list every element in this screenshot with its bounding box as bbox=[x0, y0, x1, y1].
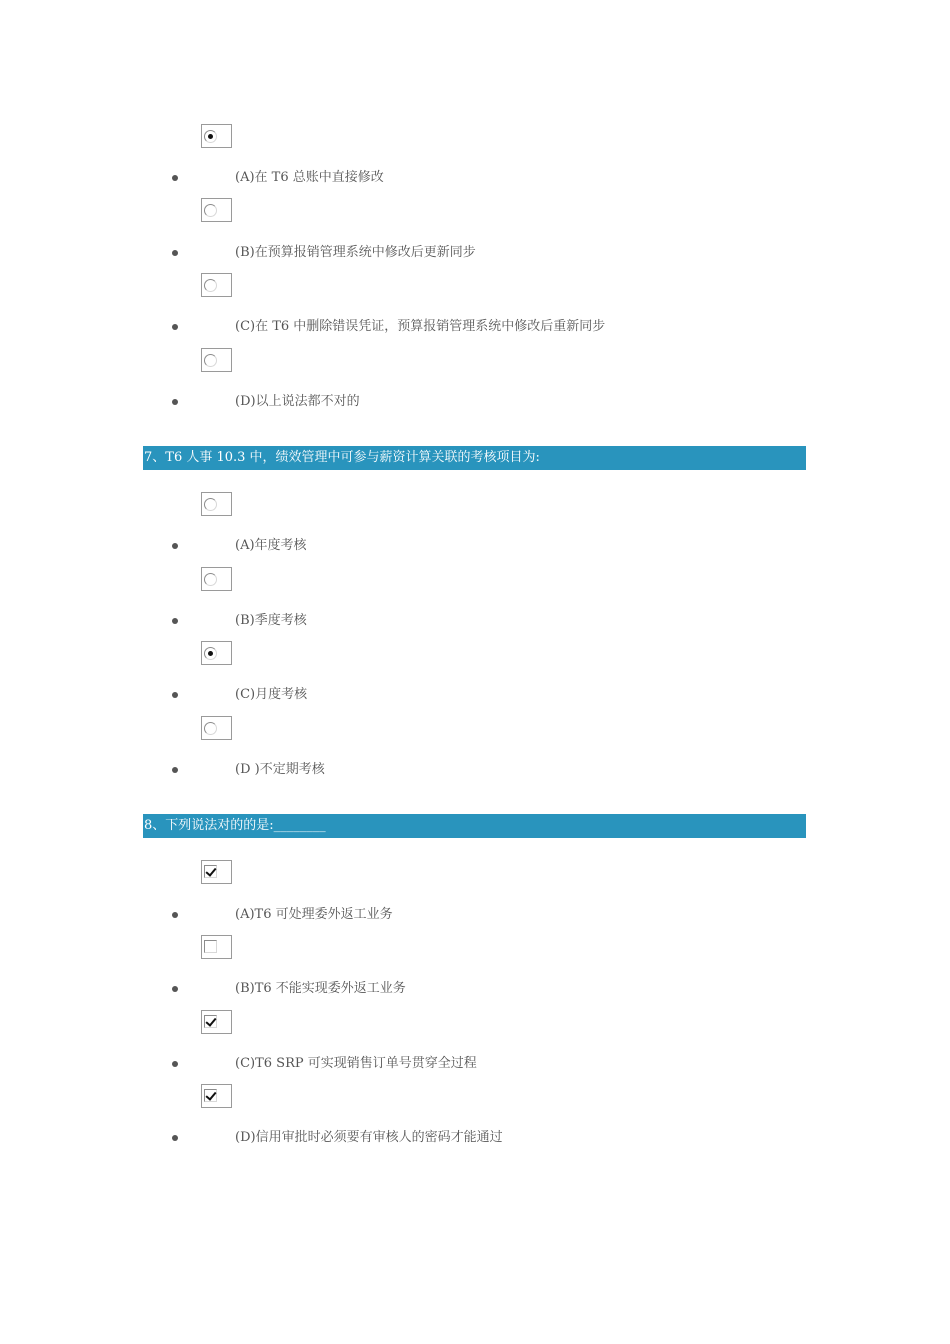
q8-option-c-label: (C)T6 SRP 可实现销售订单号贯穿全过程 bbox=[235, 1056, 477, 1071]
bullet-icon bbox=[172, 912, 178, 918]
bullet-icon bbox=[172, 175, 178, 181]
q7-option-d-label: (D )不定期考核 bbox=[235, 762, 325, 777]
q6-option-a-radio-box[interactable] bbox=[201, 124, 232, 148]
q6-option-a-label: (A)在 T6 总账中直接修改 bbox=[235, 170, 384, 185]
checkbox-unchecked-icon[interactable] bbox=[204, 940, 217, 953]
q8-title-bar: 8、下列说法对的的是:________ bbox=[143, 814, 806, 838]
radio-selected-icon[interactable] bbox=[204, 647, 217, 660]
q6-option-c-radio-box[interactable] bbox=[201, 273, 232, 297]
q6-option-d-radio-box[interactable] bbox=[201, 348, 232, 372]
q8-option-b-label: (B)T6 不能实现委外返工业务 bbox=[235, 981, 406, 996]
radio-unselected-icon[interactable] bbox=[204, 573, 217, 586]
q7-option-c-label: (C)月度考核 bbox=[235, 687, 308, 702]
q7-title-bar: 7、T6 人事 10.3 中，绩效管理中可参与薪资计算关联的考核项目为: bbox=[143, 446, 806, 470]
q6-option-b-radio-box[interactable] bbox=[201, 198, 232, 222]
q7-option-b-radio-box[interactable] bbox=[201, 567, 232, 591]
q7-option-a-label: (A)年度考核 bbox=[235, 538, 307, 553]
bullet-icon bbox=[172, 767, 178, 773]
radio-selected-icon[interactable] bbox=[204, 130, 217, 143]
q8-option-d-checkbox-box[interactable] bbox=[201, 1084, 232, 1108]
q7-option-d-radio-box[interactable] bbox=[201, 716, 232, 740]
radio-unselected-icon[interactable] bbox=[204, 204, 217, 217]
bullet-icon bbox=[172, 692, 178, 698]
bullet-icon bbox=[172, 618, 178, 624]
q8-option-c-checkbox-box[interactable] bbox=[201, 1010, 232, 1034]
bullet-icon bbox=[172, 399, 178, 405]
radio-unselected-icon[interactable] bbox=[204, 354, 217, 367]
checkbox-checked-icon[interactable] bbox=[204, 1089, 217, 1102]
radio-unselected-icon[interactable] bbox=[204, 722, 217, 735]
bullet-icon bbox=[172, 543, 178, 549]
q8-option-b-checkbox-box[interactable] bbox=[201, 935, 232, 959]
checkbox-checked-icon[interactable] bbox=[204, 865, 217, 878]
bullet-icon bbox=[172, 250, 178, 256]
checkbox-checked-icon[interactable] bbox=[204, 1015, 217, 1028]
bullet-icon bbox=[172, 1135, 178, 1141]
bullet-icon bbox=[172, 324, 178, 330]
q8-option-d-label: (D)信用审批时必须要有审核人的密码才能通过 bbox=[235, 1130, 503, 1145]
q6-option-b-label: (B)在预算报销管理系统中修改后更新同步 bbox=[235, 245, 476, 260]
q8-option-a-label: (A)T6 可处理委外返工业务 bbox=[235, 907, 393, 922]
radio-unselected-icon[interactable] bbox=[204, 279, 217, 292]
q7-option-c-radio-box[interactable] bbox=[201, 641, 232, 665]
q6-option-c-label: (C)在 T6 中删除错误凭证，预算报销管理系统中修改后重新同步 bbox=[235, 319, 606, 334]
q7-option-b-label: (B)季度考核 bbox=[235, 613, 307, 628]
q8-option-a-checkbox-box[interactable] bbox=[201, 860, 232, 884]
radio-unselected-icon[interactable] bbox=[204, 498, 217, 511]
bullet-icon bbox=[172, 1061, 178, 1067]
q7-option-a-radio-box[interactable] bbox=[201, 492, 232, 516]
q6-option-d-label: (D)以上说法都不对的 bbox=[235, 394, 360, 409]
bullet-icon bbox=[172, 986, 178, 992]
